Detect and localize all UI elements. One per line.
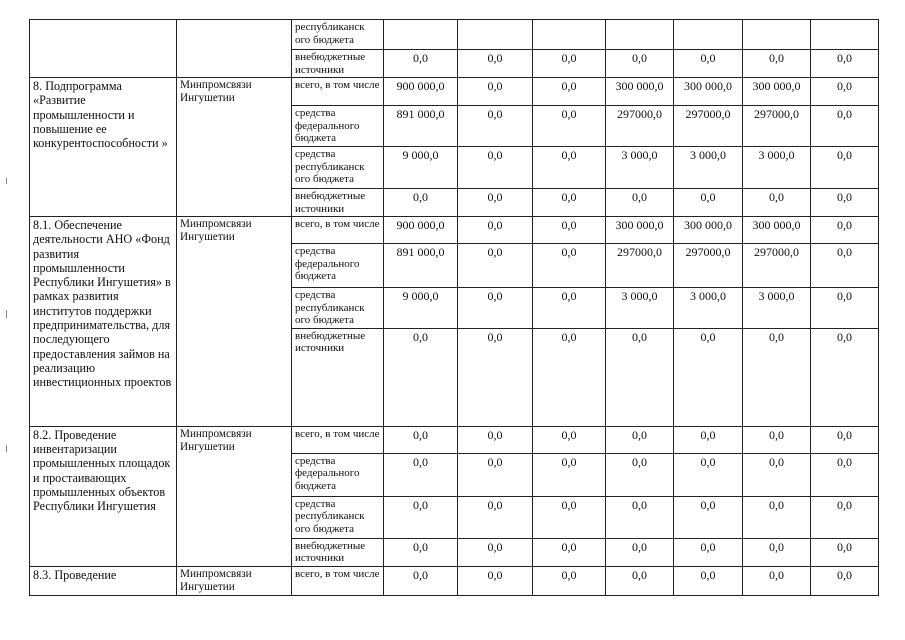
value-cell: 0,0 — [811, 147, 879, 189]
funding-source-cell: средства республиканск ого бюджета — [292, 288, 384, 329]
value-cell: 0,0 — [384, 453, 458, 496]
value-cell: 0,0 — [384, 426, 458, 453]
value-cell: 0,0 — [606, 496, 674, 538]
value-cell: 0,0 — [458, 453, 533, 496]
scan-mark — [6, 445, 7, 452]
value-cell: 900 000,0 — [384, 217, 458, 244]
value-cell: 0,0 — [458, 78, 533, 106]
value-cell: 3 000,0 — [606, 147, 674, 189]
value-cell: 0,0 — [533, 147, 606, 189]
value-cell: 0,0 — [606, 426, 674, 453]
value-cell: 0,0 — [533, 288, 606, 329]
value-cell: 0,0 — [674, 566, 743, 595]
value-cell: 0,0 — [674, 426, 743, 453]
program-name-cell: 8. Подпрограмма «Развитие промышленности и повышение ее конкурентоспособности » — [30, 78, 177, 217]
value-cell: 0,0 — [533, 453, 606, 496]
value-cell: 0,0 — [674, 328, 743, 426]
value-cell: 0,0 — [743, 426, 811, 453]
value-cell: 0,0 — [384, 328, 458, 426]
executor-cell — [177, 20, 292, 78]
value-cell: 297000,0 — [743, 244, 811, 288]
value-cell: 0,0 — [811, 189, 879, 217]
table-body — [30, 20, 879, 596]
value-cell: 0,0 — [811, 538, 879, 566]
value-cell — [458, 20, 533, 50]
funding-source-cell: средства федерального бюджета — [292, 106, 384, 147]
value-cell: 0,0 — [458, 244, 533, 288]
value-cell: 0,0 — [811, 453, 879, 496]
value-cell: 0,0 — [743, 496, 811, 538]
funding-source-cell: внебюджетные источники — [292, 328, 384, 426]
table-row — [30, 20, 879, 50]
value-cell: 297000,0 — [606, 244, 674, 288]
value-cell: 0,0 — [811, 426, 879, 453]
executor-cell: Минпромсвязи Ингушетии — [177, 566, 292, 595]
funding-source-cell: средства республиканск ого бюджета — [292, 147, 384, 189]
value-cell: 0,0 — [606, 189, 674, 217]
value-cell: 0,0 — [384, 189, 458, 217]
value-cell: 0,0 — [533, 244, 606, 288]
funding-source-cell: внебюджетные источники — [292, 50, 384, 78]
table-row — [30, 78, 879, 106]
value-cell: 0,0 — [811, 106, 879, 147]
value-cell: 0,0 — [811, 328, 879, 426]
value-cell: 0,0 — [811, 217, 879, 244]
value-cell: 0,0 — [811, 244, 879, 288]
value-cell: 300 000,0 — [606, 78, 674, 106]
value-cell: 0,0 — [743, 328, 811, 426]
value-cell: 0,0 — [384, 496, 458, 538]
value-cell: 0,0 — [811, 50, 879, 78]
scan-mark — [6, 178, 7, 184]
value-cell: 300 000,0 — [674, 78, 743, 106]
value-cell: 0,0 — [606, 566, 674, 595]
value-cell — [606, 20, 674, 50]
funding-source-cell: всего, в том числе — [292, 78, 384, 106]
value-cell: 3 000,0 — [743, 288, 811, 329]
value-cell: 0,0 — [811, 496, 879, 538]
table-row — [30, 566, 879, 595]
value-cell: 0,0 — [674, 453, 743, 496]
value-cell: 9 000,0 — [384, 147, 458, 189]
value-cell: 3 000,0 — [606, 288, 674, 329]
funding-source-cell: республиканск ого бюджета — [292, 20, 384, 50]
value-cell: 0,0 — [533, 566, 606, 595]
funding-source-cell: внебюджетные источники — [292, 538, 384, 566]
value-cell: 3 000,0 — [674, 147, 743, 189]
value-cell: 0,0 — [811, 288, 879, 329]
value-cell: 0,0 — [458, 328, 533, 426]
value-cell: 891 000,0 — [384, 106, 458, 147]
value-cell: 0,0 — [458, 426, 533, 453]
value-cell: 0,0 — [743, 453, 811, 496]
value-cell: 0,0 — [606, 50, 674, 78]
value-cell: 0,0 — [533, 538, 606, 566]
value-cell — [674, 20, 743, 50]
value-cell: 0,0 — [743, 538, 811, 566]
value-cell: 0,0 — [384, 566, 458, 595]
value-cell: 0,0 — [458, 496, 533, 538]
value-cell: 3 000,0 — [674, 288, 743, 329]
value-cell: 0,0 — [458, 50, 533, 78]
value-cell: 300 000,0 — [606, 217, 674, 244]
value-cell: 0,0 — [384, 50, 458, 78]
value-cell: 0,0 — [811, 78, 879, 106]
value-cell: 0,0 — [674, 538, 743, 566]
value-cell: 0,0 — [458, 566, 533, 595]
value-cell: 0,0 — [743, 566, 811, 595]
program-name-cell: 8.2. Проведение инвентаризации промышленных площадок и простаивающих промышленных объектов Республики Ингушетия — [30, 426, 177, 566]
value-cell: 0,0 — [533, 189, 606, 217]
value-cell: 0,0 — [533, 50, 606, 78]
value-cell — [384, 20, 458, 50]
value-cell: 3 000,0 — [743, 147, 811, 189]
funding-source-cell: всего, в том числе — [292, 566, 384, 595]
value-cell: 297000,0 — [674, 106, 743, 147]
value-cell — [811, 20, 879, 50]
value-cell: 0,0 — [674, 496, 743, 538]
value-cell: 297000,0 — [743, 106, 811, 147]
value-cell: 0,0 — [743, 50, 811, 78]
value-cell: 0,0 — [458, 538, 533, 566]
value-cell: 0,0 — [533, 78, 606, 106]
value-cell: 9 000,0 — [384, 288, 458, 329]
value-cell: 0,0 — [533, 328, 606, 426]
value-cell: 0,0 — [458, 288, 533, 329]
value-cell: 0,0 — [674, 189, 743, 217]
table-row — [30, 217, 879, 244]
executor-cell: Минпромсвязи Ингушетии — [177, 217, 292, 427]
value-cell: 0,0 — [743, 189, 811, 217]
value-cell: 0,0 — [458, 106, 533, 147]
value-cell: 0,0 — [533, 217, 606, 244]
value-cell — [533, 20, 606, 50]
funding-source-cell: всего, в том числе — [292, 217, 384, 244]
executor-cell: Минпромсвязи Ингушетии — [177, 426, 292, 566]
funding-source-cell: средства федерального бюджета — [292, 453, 384, 496]
value-cell: 900 000,0 — [384, 78, 458, 106]
scan-mark — [6, 310, 7, 318]
budget-table — [29, 19, 879, 596]
value-cell: 0,0 — [384, 538, 458, 566]
value-cell — [743, 20, 811, 50]
value-cell: 0,0 — [458, 147, 533, 189]
funding-source-cell: всего, в том числе — [292, 426, 384, 453]
value-cell: 0,0 — [533, 426, 606, 453]
value-cell: 0,0 — [606, 328, 674, 426]
value-cell: 0,0 — [811, 566, 879, 595]
table-row — [30, 426, 879, 453]
executor-cell: Минпромсвязи Ингушетии — [177, 78, 292, 217]
funding-source-cell: средства республиканск ого бюджета — [292, 496, 384, 538]
value-cell: 0,0 — [458, 189, 533, 217]
value-cell: 0,0 — [533, 106, 606, 147]
funding-source-cell: внебюджетные источники — [292, 189, 384, 217]
program-name-cell: 8.1. Обеспечение деятельности АНО «Фонд развития промышленности Республики Ингушетия» в рамках развития институтов поддержки предпринимательства, для последующего предоставления займов на реализацию инвестиционных проектов — [30, 217, 177, 427]
value-cell: 297000,0 — [674, 244, 743, 288]
value-cell: 0,0 — [674, 50, 743, 78]
value-cell: 297000,0 — [606, 106, 674, 147]
value-cell: 0,0 — [458, 217, 533, 244]
funding-source-cell: средства федерального бюджета — [292, 244, 384, 288]
value-cell: 0,0 — [606, 538, 674, 566]
value-cell: 891 000,0 — [384, 244, 458, 288]
value-cell: 0,0 — [533, 496, 606, 538]
value-cell: 300 000,0 — [674, 217, 743, 244]
value-cell: 300 000,0 — [743, 217, 811, 244]
program-name-cell — [30, 20, 177, 78]
program-name-cell: 8.3. Проведение — [30, 566, 177, 595]
value-cell: 300 000,0 — [743, 78, 811, 106]
value-cell: 0,0 — [606, 453, 674, 496]
